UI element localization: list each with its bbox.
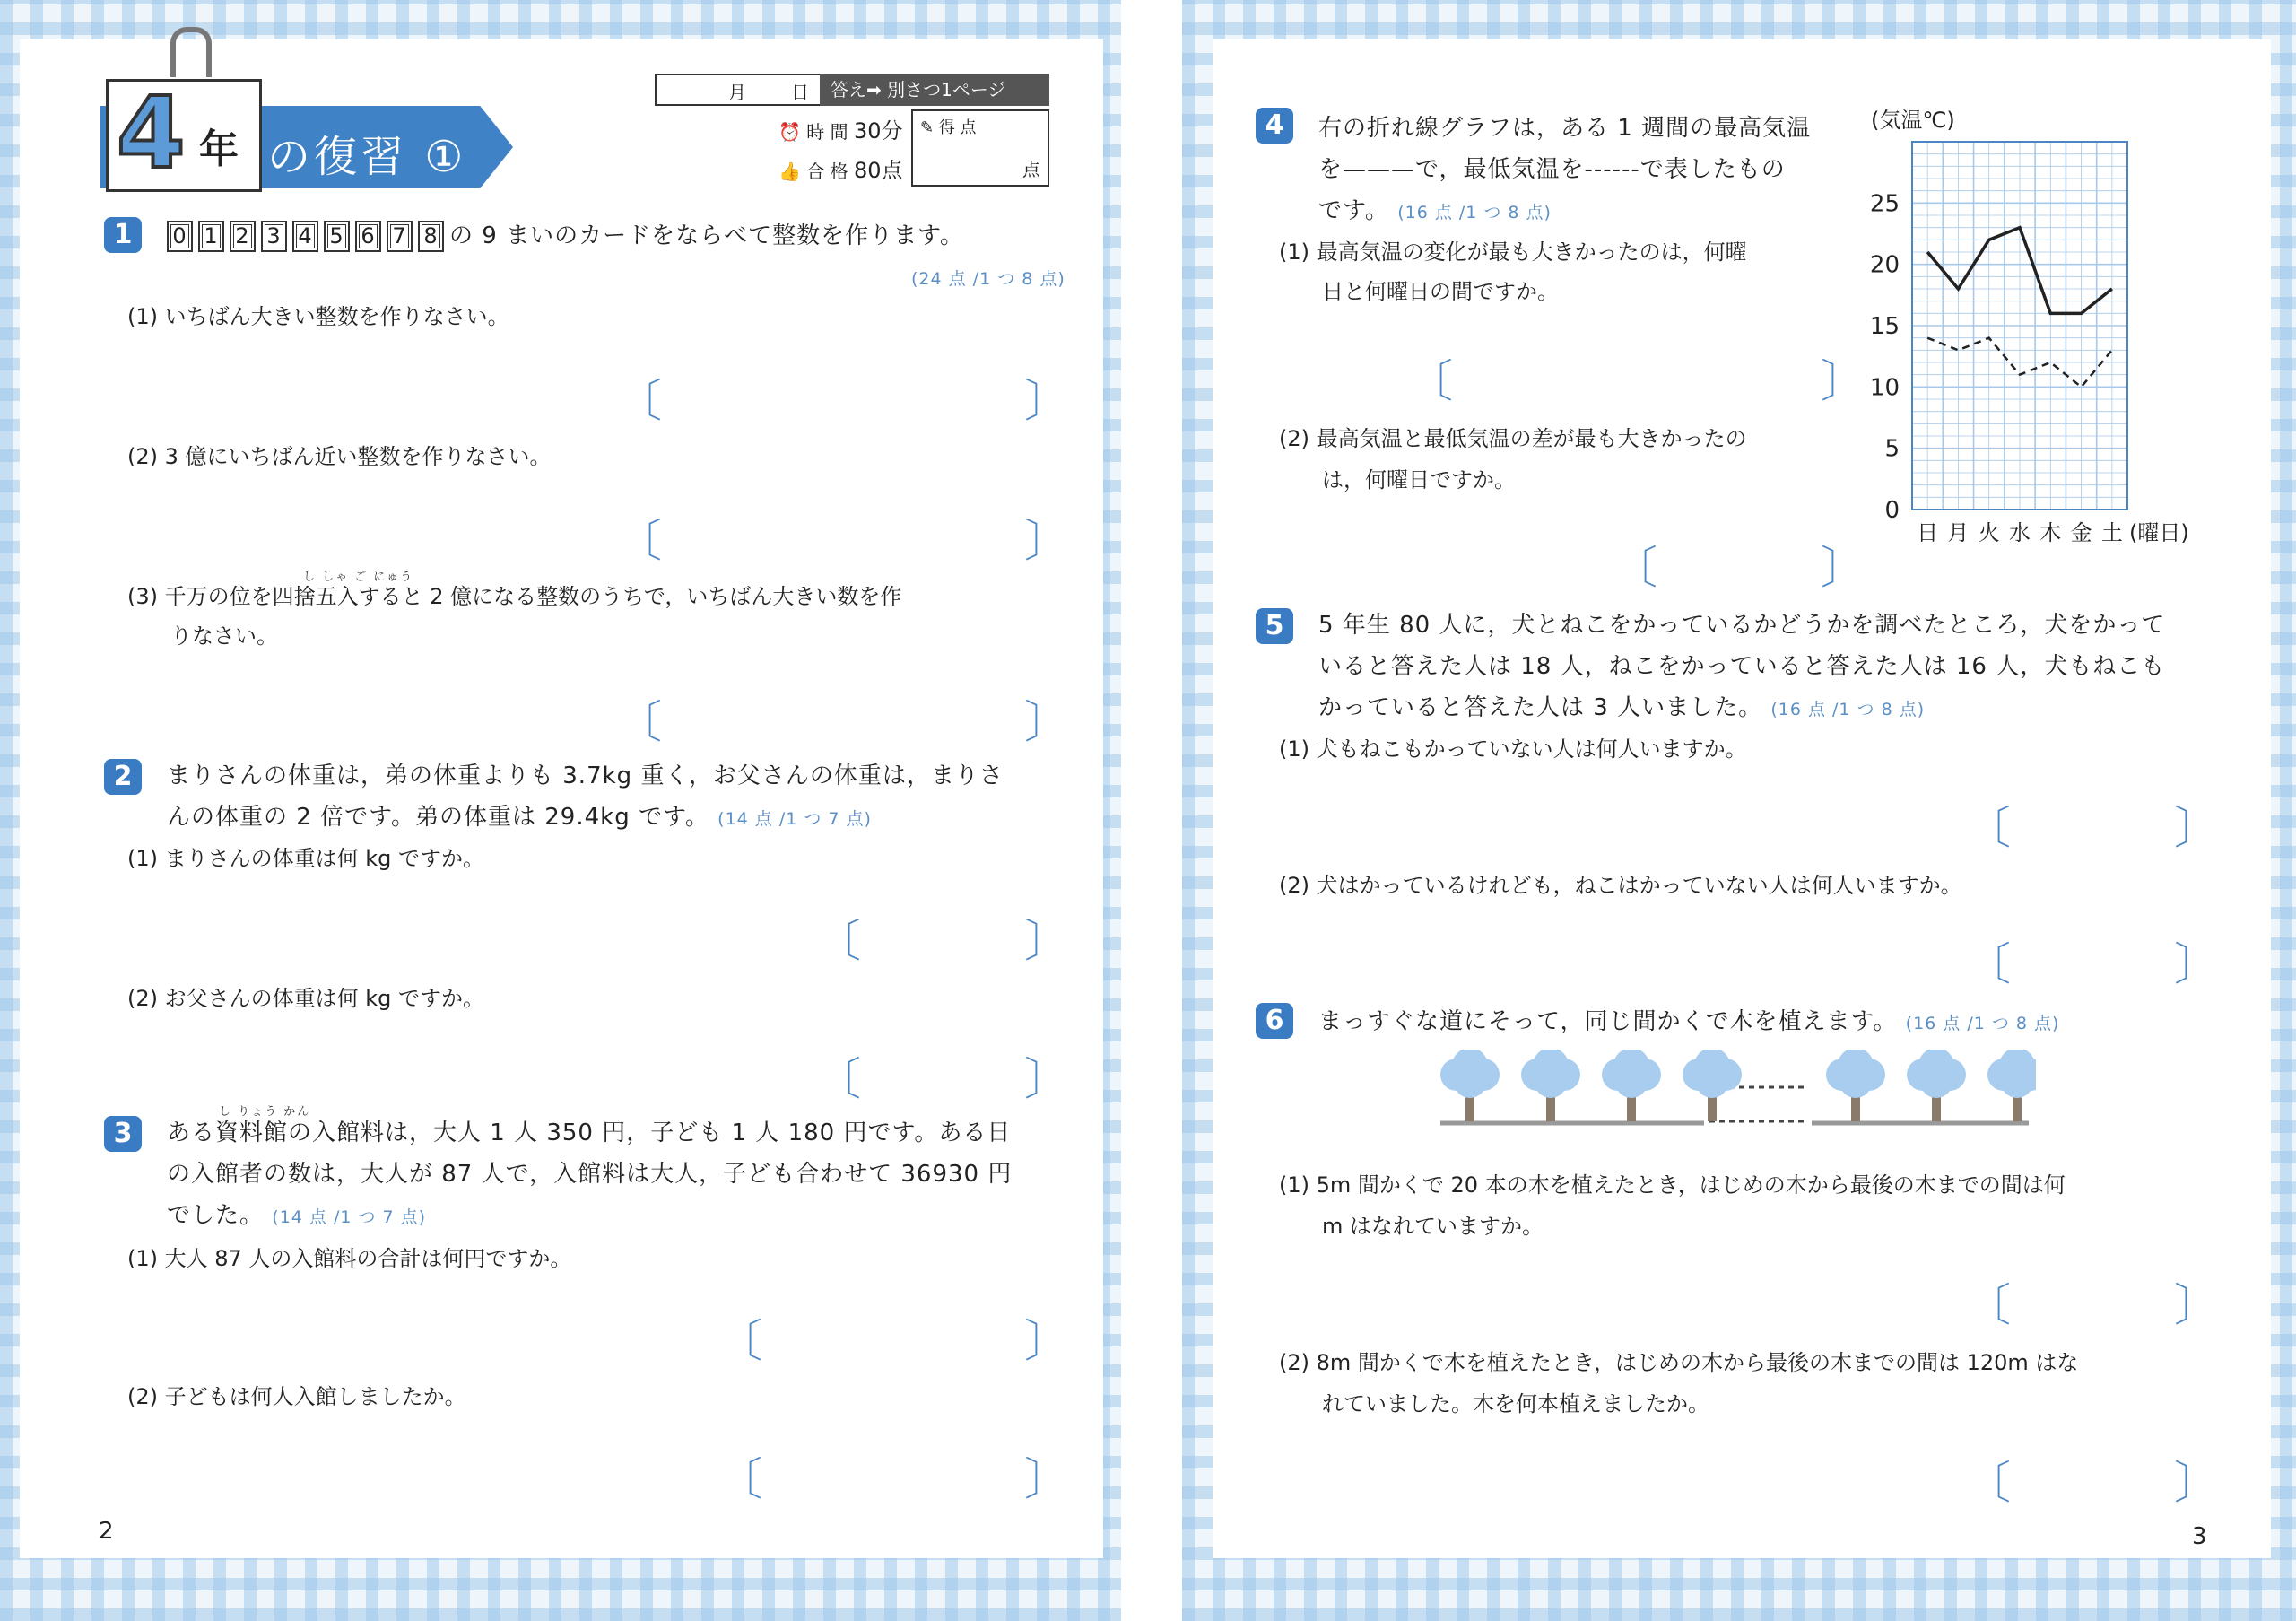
x-tick-label: 日 — [1917, 520, 1939, 545]
number-cards — [167, 222, 449, 249]
answer-bracket-close: 〕 — [1024, 1453, 1069, 1505]
number-card — [387, 221, 413, 252]
answer-bracket-close: 〕 — [1024, 1315, 1069, 1367]
x-tick-label: 水 — [2009, 520, 2031, 545]
time-label: 時 間 — [806, 121, 848, 143]
tree-icon — [1907, 1050, 1966, 1121]
y-tick-label: 5 — [1884, 435, 1900, 463]
tree-icon — [1683, 1050, 1742, 1121]
answer-bracket-open: 〔 — [1613, 542, 1657, 594]
answer-bracket-close: 〕 — [1024, 915, 1069, 967]
q2-points: (14 点 /1 つ 7 点) — [718, 809, 872, 829]
q4-line1: 右の折れ線グラフは，ある 1 週間の最高気温 — [1318, 115, 1812, 142]
answer-bracket-close: 〕 — [1821, 542, 1866, 594]
answer-bracket-open: 〔 — [1966, 1279, 2011, 1331]
number-card — [230, 221, 256, 252]
q4-sub1-line1: (1) 最高気温の変化が最も大きかったのは，何曜 — [1279, 240, 1747, 265]
q2-sub1: (1) まりさんの体重は何 kg ですか。 — [127, 846, 485, 871]
tree-icon — [1602, 1050, 1661, 1121]
q6-sub1-line2: m はなれていますか。 — [1322, 1214, 1544, 1239]
tree-icon — [1521, 1050, 1580, 1121]
q3-sub2: (2) 子どもは何人入館しましたか。 — [127, 1384, 466, 1409]
grade-unit: 年 — [199, 126, 239, 172]
pencil-icon: ✎ — [920, 118, 935, 137]
pass-info — [778, 153, 903, 184]
y-tick-label: 15 — [1869, 313, 1900, 340]
y-tick-label: 20 — [1869, 251, 1900, 279]
page-number-right: 3 — [2192, 1523, 2207, 1550]
q4-sub2-line1: (2) 最高気温と最低気温の差が最も大きかったの — [1279, 426, 1747, 451]
answer-bracket-open: 〔 — [1966, 938, 2011, 990]
answer-bracket-open: 〔 — [1966, 1457, 2011, 1509]
answer-bracket-close: 〕 — [1024, 375, 1069, 427]
answer-bracket-close: 〕 — [1024, 1053, 1069, 1105]
question-number-5: 5 — [1256, 608, 1293, 644]
day-label: 日 — [791, 82, 809, 103]
q3-line2: の入館者の数は，大人が 87 人で，入館料は大人，子ども合わせて 36930 円 — [167, 1161, 1013, 1188]
q4-line3: です。 (16 点 /1 つ 8 点) — [1318, 197, 1552, 224]
y-tick-label: 10 — [1869, 374, 1900, 402]
number-card — [355, 221, 381, 252]
y-tick-label: 25 — [1869, 190, 1900, 218]
question-number-3: 3 — [104, 1116, 142, 1152]
tree-icon — [1826, 1050, 1885, 1121]
answer-bracket-close: 〕 — [1821, 355, 1866, 407]
q3-sub1: (1) 大人 87 人の入館料の合計は何円ですか。 — [127, 1246, 572, 1271]
temperature-line-chart — [1857, 106, 2224, 554]
q6-stem: まっすぐな道にそって，同じ間かくで木を植えます。 (16 点 /1 つ 8 点) — [1318, 1008, 2060, 1035]
q6-sub2-line1: (2) 8m 間かくで木を植えたとき，はじめの木から最後の木までの間は 120m はな — [1279, 1350, 2079, 1375]
q1-stem: 0 1 2 3 4 5 6 7 8 の 9 まいのカードをならべて整数を作ります。 — [167, 215, 964, 257]
q2-line2: んの体重の 2 倍です。弟の体重は 29.4kg です。 (14 点 /1 つ 7 点) — [167, 804, 872, 831]
number-card-digit: 8 — [422, 224, 440, 248]
tree-icon — [1987, 1050, 2036, 1121]
q3-points: (14 点 /1 つ 7 点) — [272, 1207, 427, 1227]
answer-bracket-open: 〔 — [617, 515, 662, 567]
y-axis-label: (気温℃) — [1871, 108, 1955, 133]
question-number-2: 2 — [104, 759, 142, 795]
number-card — [198, 221, 224, 252]
grade-number: 4 — [117, 75, 186, 190]
answer-bracket-close: 〕 — [2174, 1279, 2219, 1331]
clock-icon: ⏰ — [778, 121, 801, 143]
q6-points: (16 点 /1 つ 8 点) — [1905, 1014, 2060, 1033]
answer-ref: 答え➡ 別さつ1ページ — [820, 74, 1049, 106]
answer-bracket-close: 〕 — [2174, 1457, 2219, 1509]
q4-line2: を———で，最低気温を------で表したもの — [1318, 156, 1786, 183]
number-card-digit: 7 — [390, 224, 409, 248]
pass-label: 合 格 — [806, 161, 848, 182]
x-axis-label: (曜日) — [2129, 520, 2189, 545]
date-box — [655, 74, 822, 106]
time-info — [778, 113, 903, 144]
q1-sub3-line2: りなさい。 — [170, 623, 278, 649]
q6-sub1-line1: (1) 5m 間かくで 20 本の木を植えたとき，はじめの木から最後の木までの間は何 — [1279, 1172, 2066, 1198]
x-tick-label: 火 — [1978, 520, 2000, 545]
q5-sub1: (1) 犬もねこもかっていない人は何人いますか。 — [1279, 736, 1747, 762]
q1-sub2: (2) 3 億にいちばん近い整数を作りなさい。 — [127, 444, 552, 469]
answer-bracket-close: 〕 — [1024, 696, 1069, 748]
page-number-left: 2 — [99, 1518, 114, 1545]
trees-illustration — [1435, 1050, 2036, 1139]
answer-bracket-close: 〕 — [2174, 802, 2219, 854]
question-number-1: 1 — [104, 217, 142, 253]
answer-bracket-open: 〔 — [816, 1053, 861, 1105]
q1-sub1: (1) いちばん大きい整数を作りなさい。 — [127, 304, 509, 329]
q3-ruby: し りょう かん — [219, 1105, 311, 1119]
number-card — [324, 221, 350, 252]
number-card-digit: 5 — [327, 224, 346, 248]
q5-sub2: (2) 犬はかっているけれども，ねこはかっていない人は何人いますか。 — [1279, 873, 1962, 898]
time-value: 30分 — [853, 118, 903, 144]
q3-line3: でした。 (14 点 /1 つ 7 点) — [167, 1202, 427, 1229]
number-card-digit: 0 — [170, 224, 189, 248]
answer-bracket-close: 〕 — [1024, 515, 1069, 567]
month-label: 月 — [728, 82, 746, 103]
number-card — [167, 221, 193, 252]
x-tick-label: 月 — [1947, 520, 1970, 545]
q5-line3: かっていると答えた人は 3 人いました。 (16 点 /1 つ 8 点) — [1318, 694, 1926, 721]
thumb-icon: 👍 — [778, 161, 801, 182]
answer-bracket-open: 〔 — [718, 1315, 762, 1367]
q5-points: (16 点 /1 つ 8 点) — [1770, 700, 1926, 719]
answer-bracket-open: 〔 — [1408, 355, 1453, 407]
score-unit: 点 — [1022, 159, 1040, 180]
question-number-6: 6 — [1256, 1003, 1293, 1039]
number-card-digit: 6 — [359, 224, 378, 248]
q5-line2: いると答えた人は 18 人，ねこをかっていると答えた人は 16 人，犬もねこも — [1318, 653, 2166, 680]
question-number-4: 4 — [1256, 108, 1293, 144]
q4-sub1-line2: 日と何曜日の間ですか。 — [1322, 279, 1559, 304]
score-label: ✎ 得 点 — [920, 118, 977, 137]
q3-line1: ある資料館の入館料は，大人 1 人 350 円，子ども 1 人 180 円です。ある日 — [167, 1120, 1012, 1146]
x-tick-label: 木 — [2039, 520, 2062, 545]
q2-sub2: (2) お父さんの体重は何 kg ですか。 — [127, 986, 485, 1011]
number-card-digit: 4 — [296, 224, 315, 248]
page-title: の復習 ① — [267, 132, 467, 182]
answer-bracket-close: 〕 — [2174, 938, 2219, 990]
answer-bracket-open: 〔 — [617, 696, 662, 748]
number-card — [292, 221, 318, 252]
q5-line1: 5 年生 80 人に，犬とねこをかっているかどうかを調べたところ，犬をかって — [1318, 612, 2166, 639]
q2-line1: まりさんの体重は，弟の体重よりも 3.7kg 重く，お父さんの体重は，まりさ — [167, 763, 1004, 789]
number-card — [261, 221, 287, 252]
number-card-digit: 2 — [233, 224, 252, 248]
answer-bracket-open: 〔 — [816, 915, 861, 967]
number-card — [418, 221, 444, 252]
x-tick-label: 土 — [2100, 520, 2123, 545]
score-box — [911, 109, 1049, 187]
number-card-digit: 1 — [202, 224, 221, 248]
q1-points: (24 点 /1 つ 8 点) — [911, 269, 1065, 289]
pass-value: 80点 — [853, 158, 903, 183]
x-tick-label: 金 — [2070, 520, 2092, 545]
q1-ruby: し しゃ ご にゅう — [303, 571, 414, 584]
answer-bracket-open: 〔 — [718, 1453, 762, 1505]
q1-sub3-line1: (3) 千万の位を四捨五入すると 2 億になる整数のうちで，いちばん大きい数を作 — [127, 584, 902, 609]
q4-points: (16 点 /1 つ 8 点) — [1397, 203, 1552, 222]
answer-bracket-open: 〔 — [1966, 802, 2011, 854]
q4-sub2-line2: は，何曜日ですか。 — [1322, 467, 1516, 492]
q6-sub2-line2: れていました。木を何本植えましたか。 — [1322, 1391, 1709, 1416]
y-tick-label: 0 — [1884, 497, 1900, 524]
answer-bracket-open: 〔 — [617, 375, 662, 427]
number-card-digit: 3 — [265, 224, 283, 248]
tree-icon — [1440, 1050, 1500, 1121]
clip-icon — [170, 27, 212, 77]
